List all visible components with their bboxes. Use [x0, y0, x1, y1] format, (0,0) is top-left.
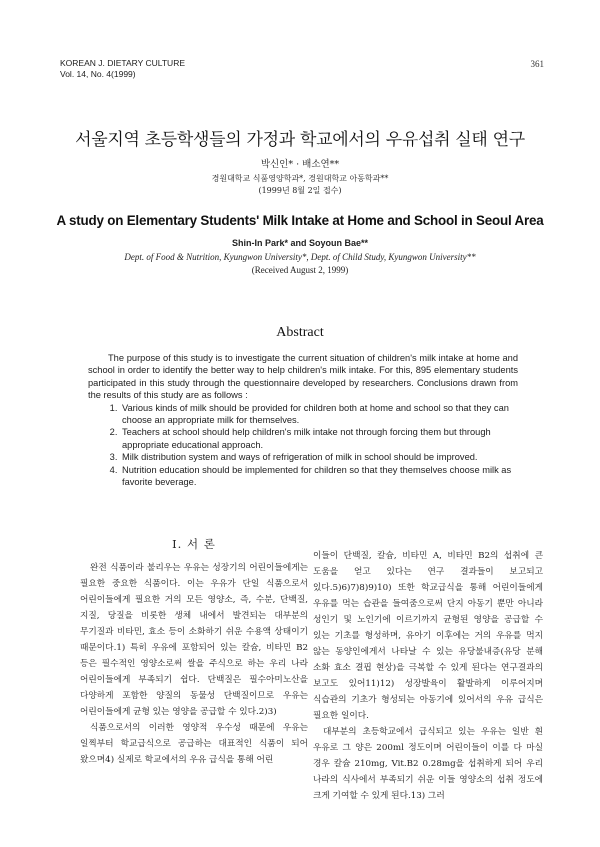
- list-item: 2. Teachers at school should help children's milk intake not through forcing them but through appropriate educational approach.: [120, 426, 518, 451]
- body-paragraph: 대부분의 초등학교에서 급식되고 있는 우유는 일반 흰 우유로 그 양은 200ml 정도이며 어린이들이 이를 다 마실 경우 칼슘 210mg, Vit.B2 0.28mg을 섭취하게 되어 우리 나라의 식사에서 부족되기 쉬운 이들 영양소의 섭취 정도에 크게 기여할 수 있게 된다.13) 그러: [313, 727, 543, 801]
- list-item: 3. Milk distribution system and ways of refrigeration of milk in school should be improved.: [120, 451, 518, 463]
- body-paragraph: 완전 식품이라 불리우는 우유는 성장기의 어린이들에게는 필요한 중요한 식품이다. 이는 우유가 단일 식품으로서 어린이들에게 필요한 거의 모든 영양소, 즉, 수분, 단백질, 지질, 당질을 비롯한 생체 내에서 발견되는 대부분의 무기질과 비타민, 효소 등이 소화하기 쉬운 수용액 상태이기 때문이다.1) 특히 우유에 포함되어 있는 칼슘, 비타민 B2 등은 필수적인 영양소로써 쌀을 주식으로 하는 우리 나라 어린이들에게 부족되기 쉽다. 단백질은 필수아미노산을 다양하게 포함한 양질의 동물성 단백질이므로 우유는 어린이들에게 균형 있는 영양을 공급할 수 있다.2)3): [80, 563, 308, 717]
- korean-received-date: (1999년 8월 2일 접수): [258, 186, 342, 195]
- korean-affiliation: 경원대학교 식품영양학과*, 경원대학교 아동학과**: [211, 174, 389, 183]
- journal-name: KOREAN J. DIETARY CULTURE: [60, 58, 186, 68]
- list-item: 1. Various kinds of milk should be provided for children both at home and school so that they can choose an appropriate milk for themselves.: [120, 402, 518, 427]
- english-affiliation: Dept. of Food & Nutrition, Kyungwon University*, Dept. of Child Study, Kyungwon University**: [124, 252, 476, 262]
- korean-authors: 박신인* · 배소연**: [260, 159, 340, 170]
- abstract-heading: Abstract: [276, 325, 324, 340]
- body-left-column: [80, 536, 308, 768]
- korean-title: 서울지역 초등학생들의 가정과 학교에서의 우유섭취 실태 연구: [75, 130, 525, 150]
- abstract-conclusions-list: [88, 402, 518, 489]
- abstract-body: [88, 352, 518, 488]
- list-item: 4. Nutrition education should be implemented for children so that they themselves choose milk as favorite beverage.: [120, 464, 518, 489]
- english-received-date: (Received August 2, 1999): [251, 265, 349, 275]
- body-paragraph-continued: 이들이 단백질, 칼슘, 비타민 A, 비타민 B2의 섭취에 큰 도움을 얻고 있다는 연구 결과들이 보고되고 있다.5)6)7)8)9)10) 또한 학교급식을 통해 어린이들에게 우유를 먹는 습관을 들여줌으로써 단지 아동기 뿐만 아니라 성인기 및 노인기에 이르기까지 균형된 영양을 공급할 수 있는 기초를 형성하며, 유아기 이후에는 거의 우유를 먹지 않는 동양인에게서 나타날 수 있는 유당불내증(유당 분해 소화 효소 결핍 현상)을 극복할 수 있게 된다는 연구결과의 보고도 있어11)12) 성장발육이 활발하게 이루어지며 식습관의 기초가 형성되는 아동기에 있어서의 우유 급식은 필요한 일이다.: [313, 551, 543, 721]
- body-right-column: [313, 548, 543, 804]
- body-paragraph: 식품으로서의 이러한 영양적 우수성 때문에 우유는 일찍부터 학교급식으로 공급하는 대표적인 식품이 되어 왔으며4) 실제로 학교에서의 우유 급식을 통해 어린: [80, 723, 308, 765]
- section-heading-introduction: I. 서 론: [172, 537, 216, 551]
- english-authors: Shin-In Park* and Soyoun Bae**: [231, 238, 369, 248]
- abstract-intro: The purpose of this study is to investigate the current situation of children's milk intake at home and school in order to identify the better way to help children's milk intake. For this, 895 elementary students participated in this study through the questionnaire developed by researchers. Conclusions drawn from the results of this study are as follows :: [88, 353, 518, 401]
- journal-volume: Vol. 14, No. 4(1999): [60, 69, 136, 79]
- page-number: 361: [530, 59, 544, 69]
- journal-info: [60, 58, 185, 80]
- english-title: A study on Elementary Students' Milk Intake at Home and School in Seoul Area: [56, 213, 544, 228]
